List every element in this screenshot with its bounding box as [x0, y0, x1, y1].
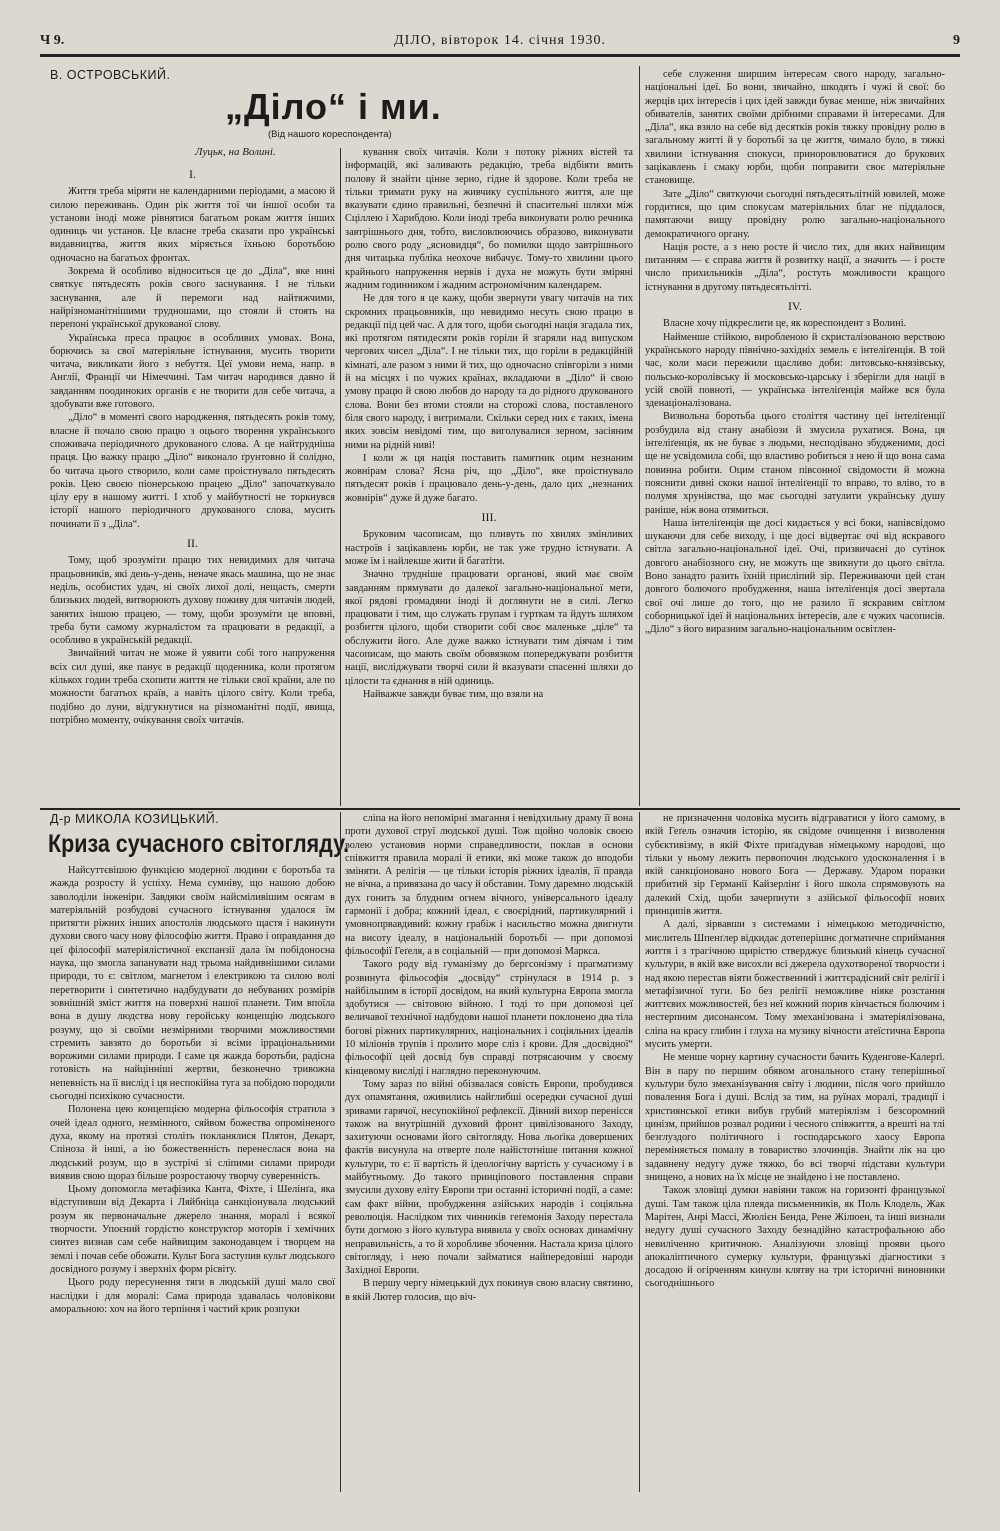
section-number: IV.	[787, 299, 803, 314]
article2-column-1	[50, 864, 335, 1490]
paragraph: Значно трудніше працювати органові, який має своїм завданням прямувати до далекої загально-національної мети, якої рядові громадяни іноді й доглянути не в силі. Легко працювати і тим, що служать групам і гурткам та йдуть шляхом розбиття цілого, щоби створити собі своє маленьке „ціле“ та обслужити його. Але дуже важко істнувати тим діячам і тим часописам, що мають своїм обовязком попереджувати розбиття нації, висліджувати творчі сили й вказувати спасенні шляхи до цілости та єднання в ній одиниць.	[345, 569, 633, 687]
paragraph: Найменше стійкою, виробленою й скристалізованою верствою українського народу північно-західніх земель є інтеліґенція. В той час, коли маси пережили щасливо доби: литовсько-князівську, польсько-королівську й московсько-царську і зберігли для нації в усій своїй повноті, — українська інтеліґенція майже вся була зденаціоналізована.	[645, 331, 945, 410]
paragraph: Також зловіщі думки навіяни також на горизонті французької душі. Там також ціла плеяда письменників, як Поль Клодель, Жак Марітен, Анрі Массі, Жюлієн Бенда, Рене Жілюен, та інші визнали недугу душі сучасного Заходу безнадійно катастрофальною або невиліченно критичною. Аналізуючи зловіщі прояви цього апокаліптичного сумерку культури, французькі діагностики з досадою й огірченням кинули клятву на три історичні виновники сьогоднішнього	[645, 1185, 945, 1290]
section-number: III.	[481, 510, 497, 525]
paragraph: Не для того я це кажу, щоби звернути увагу читачів на тих скромних працьовників, що невидимо несуть свою працю в редакції під цей час. А для того, щоби сьогодні нація згадала тих, які протягом пятидесяти років горіли й згаряли над випуском чергових чисел „Діла“. І не тільки тих, що горіли в редакційній кімнаті, але разом з ними й тих, що одночасно співгоріли з ними й на місцях і по чужих країнах, вкладаючи в „Діло“ й свою умову працю й свою любов до народу та до рідного друкованого слова. Вони без втоми стояли на сторожі слова, поставленого біля свого народу, і витримали. Скільки серед них є таких, імена яких зовсім невідомі тим, що виголувалися зерном, засіяним ними на рідній ниві!	[345, 293, 633, 451]
paragraph: кування своїх читачів. Коли з потоку ріжних вістей та інформацій, які заливають редакцію, треба відбіяти вмить полову й знайти цінне зерно, гідне й здорове. Коли треба не тільки тримати руку на живчику суспільного життя, але ще вказувати єдино правильні, безпечні й спасительні шляхи між Сціллею і Харибдою. Коли іноді треба виконувати ролю речника завтрішнього дня, тобто, висловлюючись образово, виконувати ролю свого роду „ясновидця“, бо помилки щодо завтрішнього дня читацька публіка неохоче вибачує. Тому-то хвилини цього крайнього напруження нервів і духа не можуть бути зміряні жадним годинником і жадним астрономічним календарем.	[345, 147, 633, 291]
column-divider	[340, 812, 341, 1492]
paragraph: Визвольна боротьба цього століття частину цеї інтеліґенції розбудила від стану анабіози й змусила рухатися. Вона, ця інтеліґенція, як не буває з людьми, несподівано збудженими, досі ще не усвідомила собі, що властиво робиться з нею й що вона сама повинна робити. Оцим станом півсонної свідомости й можна пояснити дивні скоки нашої інтеліґенції то вправо, то вліво, то в полумя хрунівства, що має сьогодні затулити українську душу раніше, ніж вона отямиться.	[645, 411, 945, 516]
header-rule	[40, 54, 960, 57]
paragraph: Наша інтеліґенція ще досі кидається у всі боки, напівсвідомо шукаючи для себе виходу, і ще досі відвертає очі від яскравого світла загально-національної ідеї. Очі, призвичаєні до сутінок довгого анабіозного сну, не можуть ще звикнути до цього світла. Воно занадто разить їхній присліпий зір. Переживаючи цей стан довгого болючого пробудження, наша інтеліґенція досі звертала свої очі лише до того, що не разило її яскравим світлом соборницької ідеї й національних інтересів, але є чужих часописів. „Діло“ з його виразним загально-національним освітлен-	[645, 517, 945, 636]
paragraph: Тому, щоб зрозуміти працю тих невидимих для читача працьовників, які день-у-день, неначе якась машина, що не знає неділь, особистих удач, ні своїх лихої долі, нещасть, смерти близьких людей, витворюють духову поживу для читачів людей, занятих іншою працею, — тому, щоби зрозуміти це вповні, треба бути самому журналістом та працювати в редакції, а особливо в українській редакції.	[50, 555, 335, 647]
paragraph: А далі, зірвавши з системами і німецькою методичністю, мислитель Шпенґлер відкидає дотеперішнє догматичне сприймання життя і з трагічною щирістю стверджує близький кінець сучасної культури, в якій вже висохли всі джерела одухотвореної творчости і над якою перестав віяти божественний і життєрадісний світ релігії і метафізичної туги. Бо без релігії неможливе ніяке розстання життєвих можливостей, без неї кожний порив кінчається болючим і нестерпним дисонансом. Тому змеханізована і зматеріялізована, сліпа на красу глибин і глуха на музику вічности атеїстична Европа мусить умерти.	[645, 919, 945, 1051]
paragraph: Бруковим часописам, що пливуть по хвилях змінливих настроїв і зацікавлень юрби, не так уже трудно істнувати. А може їм і найлекше жити й багатіти.	[345, 529, 633, 567]
article2-title: Криза сучасного світогляду.	[48, 830, 350, 858]
article1-column-1	[50, 162, 335, 802]
paragraph: Цьому допомогла метафізика Канта, Фіхте, і Шелінґа, яка відступивши від Декарта і Ляйбніца санкціонувала людський розум як первоначальне джерело знання, моралі і всякої творчости. Упоєний гордістю конструктор моторів і хемічних синтез визнав сам себе найвищим законодавцем і творцем на землі і почав себе обожати. Культ Бога заступив культ людського досвідного розуму і зверхніх форм рісвіту.	[50, 1184, 335, 1275]
column-divider	[639, 66, 640, 806]
masthead-date: ДІЛО, вівторок 14. січня 1930.	[394, 33, 606, 48]
article1-title: „Діло“ і ми.	[225, 86, 442, 127]
paragraph: Найсуттєвішою функцією модерної людини є боротьба та жажда розросту й успіху. Нема сумніву, що нашою добою заволоділи інженіри. Завдяки своїм найсміливішим осягам в матеріяльній розбудові сучасного істнування удалося їм притягти ріжних інших апостолів людського щастя і накинути духови свого часу нову філософію життя. Право і оправдання до цеї філософії матеріялістичної експанзії дала їм побідоносна наука, що змогла запанувати над трьома найдивнішими силами природи, то є: світлом, магнетом і електрикою та силою волі перетворити і синтетично надбудувати до небуваних розмірів зовнішній зміст життя на поверхні нашої планети. Тим впоїла вона в душу людства нову геройську концепцію людського розуму, що зі своїми незмірними творчими можливостями стремить завзято до боротьби зі всіми ірраціональними ворожими силами природи. І саме ця жажда боротьби, радісна готовість на найцінніші жертви, безконечно тривожна непевність на її вислід і ця неспокійна туга за побідою породили сьогодні психікою сучасности.	[50, 865, 335, 1103]
paragraph: „Діло“ в моменті свого народження, пятьдесять років тому, власне й почало свою працю з оцього творення українського споживача періодичного друкованого слова. А це найтрудніша праця. Цю важку працю „Діло“ виконало ґрунтовно й солідно, бо читача цього створило, коли саме проістнувало пятьдесять років. Цею своєю піонерською працею „Діло“ започаткувало цілу еру в нашому житті. І хтоб у майбутності не торкнувся історії нашого періодичного друкованого слова, мусить починати її з „Діла“.	[50, 412, 335, 530]
paragraph: Нація росте, а з нею росте й число тих, для яких найвищим питанням — є справа життя й розвитку нації, а значить — і росте число прихильників „Діла“, ростуть можливости кращого істнування в другому пятьдесятьлітті.	[645, 241, 945, 293]
article1-dateline: Луцьк, на Волині.	[195, 146, 276, 158]
column-divider	[639, 812, 640, 1492]
paragraph: В першу чергу німецький дух покинув свою власну святиню, в якій Лютер голосив, що віч-	[345, 1278, 633, 1303]
paragraph: Зате „Діло“ святкуючи сьогодні пятьдесятьлітній ювилей, може гордитися, що цим спокусам матеріяльних благ не піддалося, памятаючи вищу провідну ролю загально-національного демократичного органу.	[645, 188, 945, 240]
paragraph: Цього роду пересунення тяги в людській душі мало свої наслідки і для моралі: Сама природа здавалась чоловікови аморальною: хоч на його терпіння і частий крик розпуки	[50, 1277, 335, 1315]
article2-column-2	[345, 812, 633, 1490]
page-header	[40, 30, 960, 54]
paragraph: Звичайний читач не може й уявити собі того напруження всіх сил душі, яке панує в редакції щоденника, коли протягом кількох годин треба схопити життя не тільки свої країни, але по можности багатьох країв, а навіть цілого світу. Коли треба, подібно до луни, відгукнутися на різноманітні події, явища, потрібно моменту, очікування своїх читачів.	[50, 648, 335, 726]
paragraph: Не менше чорну картину сучасности бачить Куденгове-Калерґі. Він в пару по першим обявом агонального стану теперішньої культури було змеханізування світу і людини, після чого прийшло повалення Бога і душі. Вслід за тим, на руїнах моралі, традиції і християнської етики вибув грубий матеріялізм і безсоромний цинізм, прийшов розвал родини і чесного співжиття, а врешті на тлі безглуздого політичного і господарського хаосу Европа переміняється помалу в товариство злочинців. Знайти лік на цю задавнену недугу дуже тяжко, бо всі творчі підстави культури знищено, а нових на їх місце не знайдено і не поставлено.	[645, 1052, 945, 1184]
issue-number: Ч 9.	[40, 33, 65, 48]
paragraph: І коли ж ця нація поставить памятник оцим незнаним жовнірам слова? Ясна річ, що „Діло“, яке проістнувало пятьдесят років і працювало день-у-день, дало цих „незнаних жовнірів“ дуже й дуже багато.	[345, 452, 633, 504]
page-number: 9	[953, 33, 960, 48]
paragraph: Українська преса працює в особливих умовах. Вона, борючись за свої матеріяльне істнування, мусить творити читача, викликати його з небуття. Цеї умови нема, напр. в Англії, Франції чи Німеччині. Там читач народився давно й завданням поодиноких органів є не творити для себе читача, а здобувати вже готового.	[50, 332, 335, 411]
paragraph: Найважче завжди буває тим, що взяли на	[363, 688, 544, 700]
paragraph: Зокрема й особливо відноситься це до „Діла“, яке нині святкує пятьдесять років свого заснування. І не тільки заснування, але й перемоги над найтяжчими, найрізноманітнішими трудношами, що стояли й стоять на перепоні української друкованої слову.	[50, 266, 335, 331]
article1-column-2	[345, 146, 633, 802]
article2-column-3	[645, 812, 945, 1490]
paragraph: Власне хочу підкреслити це, як кореспондент з Волині.	[663, 318, 907, 330]
column-divider	[340, 148, 341, 806]
article2-author: Д-р МИКОЛА КОЗИЦЬКИЙ.	[50, 812, 220, 826]
article1-subtitle: (Від нашого кореспондента)	[268, 129, 392, 140]
section-rule	[40, 808, 960, 810]
paragraph: Полонена цею концепцією модерна фільософія стратила з очей ідеал одного, незмінного, сяйвом божества опроміненого духа, якому на протязі століть покланялися Плятон, Декарт, Спіноза й інші, а ію божественність перенеслася вона на людський розум, що в зустрічі зі сліпими силами природи виявив свою щораз більше розростаючу творчу суверенність.	[50, 1104, 335, 1182]
paragraph: не призначення чоловіка мусить відграватися у його самому, в якій Геґель означив історію, як свідоме очищення і визволення субєктивізму, в якій Фіхте приґадував німецькому народові, що тільки у ньому лежить первопочин людського удосконалення і в якій санкціоновано нового Бога — Державу. Ударом поразки прибитий зір Германії Кайзерлінґ і його школа спрямовують на далекий Схід, щоби зачерпнути з азійської фільософії нових принципів життя.	[645, 813, 945, 918]
article1-author: В. ОСТРОВСЬКИЙ.	[50, 68, 171, 82]
paragraph: Такого роду від гуманізму до бергсонізму і прагматизму розвинута фільософія „досвіду“ стрінулася в 1914 р. з найбільшим в історії досвідом, на який культурна Европа змогла здобутися — світовою війною. І тоді то при допомозі цеї величавої технічної надбудови нашої планети поклонено два тіла богові ріжних партикулярних, національних і соціяльних ідеалів 10 міліонів трупів і пролито море сліз і крови. Для „досвідної“ фільософії цей досвід був справді потрясаючим у своєму кінцевому висліді і наглядно переконуючим.	[345, 959, 633, 1077]
paragraph: себе служення ширшим інтересам свого народу, загально-національні ідеї. Бо вони, звичайно, шкодять і чужі й свої: бо жерців цих інтересів і цих ідей завжди буває менше, ніж звичайних обивателів, занятих своїми дрібними справами й інтересами. Для „Діла“, яка взяло на себе від десятків років тяжку провідну ролю в загальному житті й у боротьбі за це життя, чимало було, в тяжкі хвилини істнування спокуси, приноровлюватися до брукових зацікавлень і смаку юрби, щоби поправити своє матеріяльне становище.	[645, 69, 945, 187]
section-number: I.	[189, 167, 196, 181]
paragraph: сліпа на його непомірні змагання і невідхильну драму її вона проти духової струї людської душі. Тож щойно чоловік своєю волею установив норми справедливости, поклав в основи співжиття правила моралі й етики, які може також до вподоби зміняти. А релігія — це тільки історія ріжних ідеалів, її правда не вічна, а привязана до часу й обставин. Тому даремно людській дух гонить за блудним огнем вічного, універсального ідеалу гармонії і добра; кожний ідеал, є своєрідний, партикулярний і умовнопрвавдивий: кожну грабіж і насильство можна двигнути на висоту ідеалу, в національній боротьбі — при допомозі фільософії Геґеля, а в соціальній — при допомозі Маркса.	[345, 813, 633, 957]
article1-column-3	[645, 68, 945, 804]
paragraph: Тому зараз по війні обізвалася совість Европи, пробудився дух опамятання, оживились найглибші осередки сучасної душі зривами гарячої, несупокійної рефлексії. Дівний вихор перенісся також на внутрішній духовий фронт цивілізованого Заходу, захитуючи основами його світогляду. Нова льоґіка довершених фактів висунула на отверте поле найістотніше питання кожної культури, то є: її вартість й ідеологічну вартість у сучасному і в майбутньому. До такого принціпового поставлення справи змусили духову еліту Европи три останні історичні події, а саме: сам факт війни, пробудження азійських народів і соціяльна революція. Наслідком тих чинників геґемонія Заходу перестала бути догмою з його культура виявила у своїх основах динамічну неправильність, а то й хоробливе збочення. Настала криза цілого світогляду, і нею почали займатися найпередовіші народи Західної Европи.	[345, 1078, 633, 1277]
section-number: II.	[187, 536, 198, 551]
paragraph: Життя треба міряти не календарними періодами, а масою й силою переживань. Один рік життя тої чи іншої особи та установи іноді може рівнятися багатьом рокам життя інших одиниць чи установ. Це власне треба сказати про українські видавництва, життя яких міряється їхньою боротьбою одночасно на багатьох фронтах.	[50, 186, 335, 264]
